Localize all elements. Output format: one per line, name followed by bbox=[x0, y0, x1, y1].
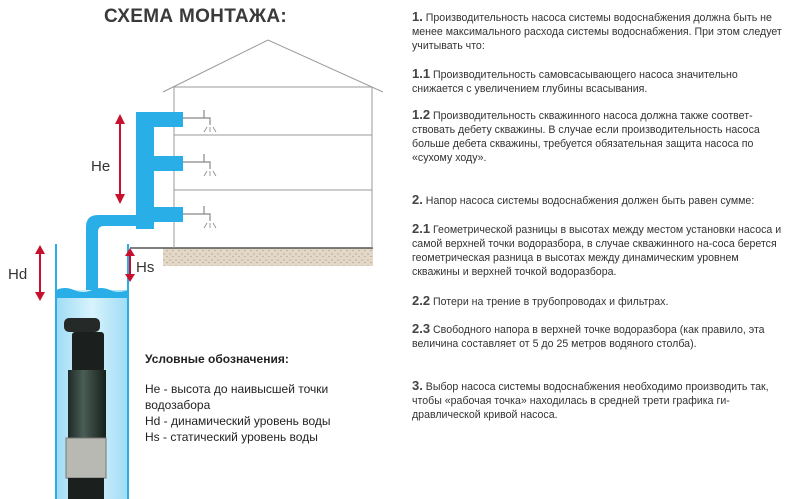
note-item bbox=[412, 108, 782, 165]
legend-heading: Условные обозначения: bbox=[145, 352, 289, 366]
ground bbox=[163, 248, 373, 266]
note-item bbox=[412, 67, 782, 96]
note-number: 2.3 bbox=[412, 321, 431, 336]
note-text: Свободного напора в верхней точке водоразбора (как правило, эта величина составляет от 5 до 25 метров водяного столба). bbox=[412, 324, 765, 350]
water-riser bbox=[136, 112, 183, 229]
hd-arrow bbox=[35, 245, 45, 301]
note-number: 1.2 bbox=[412, 107, 431, 122]
tap-icon bbox=[182, 110, 216, 228]
note-text: Напор насоса системы водоснабжения должен быть равен сумме: bbox=[425, 195, 755, 207]
legend-item: Hd - динамический уровень воды bbox=[145, 414, 331, 428]
house bbox=[163, 40, 383, 248]
note-text: Производительность скважинного насоса должна также соответ-ствовать дебету скважины. В случае если производительность насоса больше дебета скважины, требуется обязательная защита насоса по «сухому ходу». bbox=[412, 110, 760, 164]
note-number: 2. bbox=[412, 192, 423, 207]
note-number: 1. bbox=[412, 9, 423, 24]
note-number: 2.2 bbox=[412, 293, 431, 308]
note-item bbox=[412, 193, 782, 208]
he-arrow bbox=[115, 114, 125, 204]
note-number: 2.1 bbox=[412, 221, 431, 236]
hs-label: Hs bbox=[136, 259, 155, 276]
note-item bbox=[412, 379, 782, 422]
note-text: Выбор насоса системы водоснабжения необходимо производить так, чтобы «рабочая точка» находилась в средней трети графика ги-дравлической кривой насоса. bbox=[412, 381, 769, 421]
note-text: Производительность самовсасывающего насоса значительно снижается с увеличением глубины всасывания. bbox=[412, 69, 738, 95]
note-item bbox=[412, 222, 782, 279]
note-text: Потери на трение в трубопроводах и фильтрах. bbox=[433, 296, 669, 308]
note-item bbox=[412, 10, 782, 53]
page-title: СХЕМА МОНТАЖА: bbox=[104, 6, 288, 27]
note-number: 3. bbox=[412, 378, 423, 393]
legend-item: He - высота до наивысшей точки водозабора bbox=[145, 382, 329, 412]
note-item bbox=[412, 294, 782, 309]
note-text: Геометрической разницы в высотах между местом установки насоса и самой верхней точки водоразбора, в случае скважинного на-соса берется геометрическая разница в высотах между динамическим уровнем скважины и верхней точкой водоразбора. bbox=[412, 224, 782, 278]
note-number: 1.1 bbox=[412, 66, 431, 81]
note-text: Производительность насоса системы водоснабжения должна быть не менее максимального расхода системы водоснабжения. При этом следует учитывать что: bbox=[412, 12, 782, 52]
legend bbox=[145, 351, 395, 445]
hd-label: Hd bbox=[8, 266, 28, 283]
legend-item: Hs - статический уровень воды bbox=[145, 430, 318, 444]
he-label: He bbox=[91, 158, 111, 175]
note-item bbox=[412, 322, 782, 351]
hs-arrow bbox=[125, 248, 135, 282]
